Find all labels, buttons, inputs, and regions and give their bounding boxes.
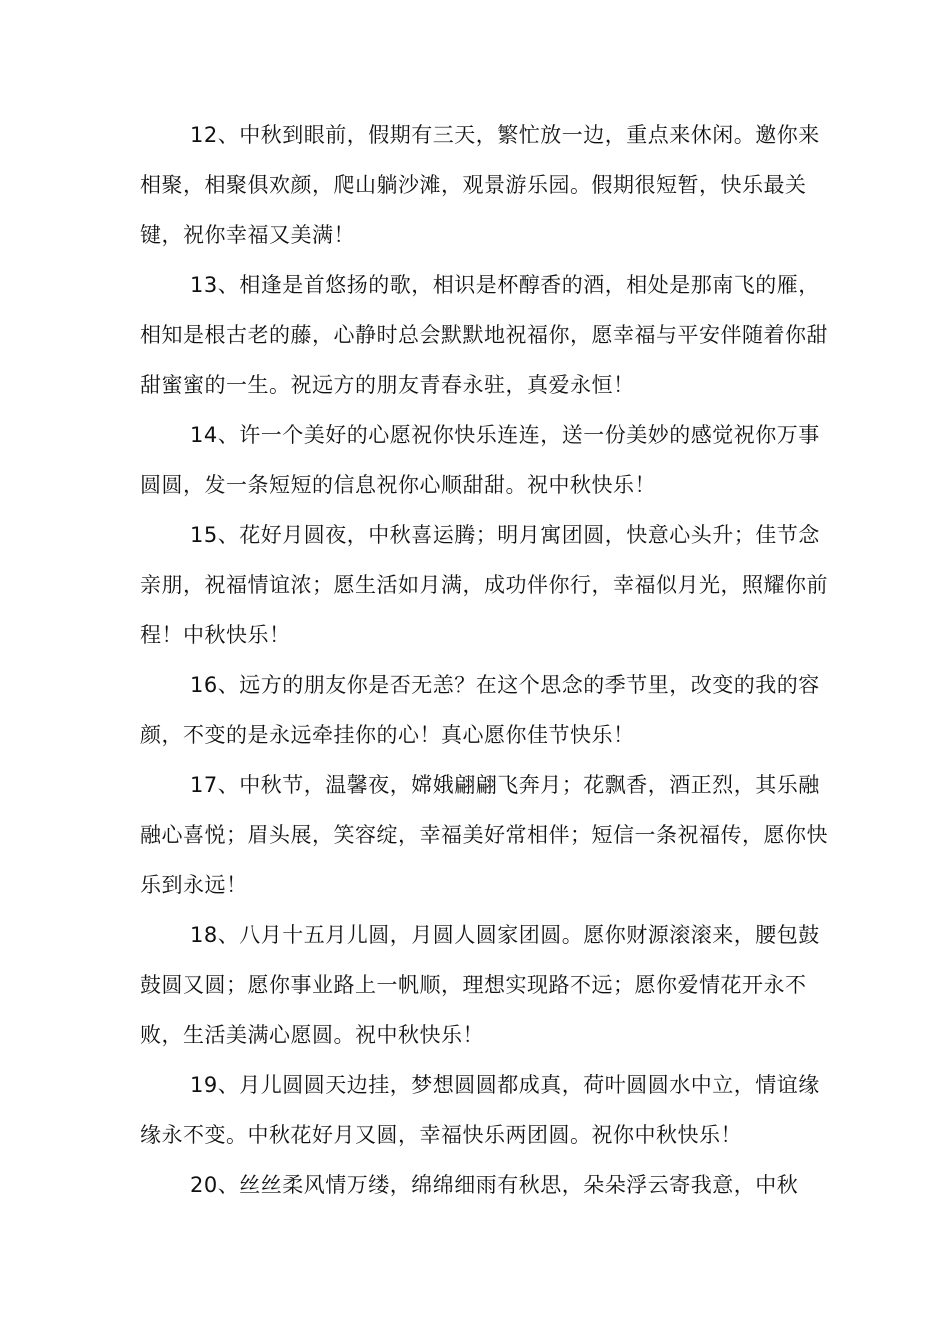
paragraph-13: 13、相逢是首悠扬的歌，相识是杯醇香的酒，相处是那南飞的雁，相知是根古老的藤，心静时总会默默地祝福你，愿幸福与平安伴随着你甜甜蜜蜜的一生。祝远方的朋友青春永驻，真爱永恒！ (140, 273, 828, 397)
paragraph-20: 20、丝丝柔风情万缕，绵绵细雨有秋思，朵朵浮云寄我意，中秋 (190, 1173, 799, 1197)
document-body (140, 110, 830, 1210)
paragraph-17: 17、中秋节，温馨夜，嫦娥翩翩飞奔月；花飘香，酒正烈，其乐融融心喜悦；眉头展，笑容绽，幸福美好常相伴；短信一条祝福传，愿你快乐到永远！ (140, 773, 828, 897)
paragraph-14: 14、许一个美好的心愿祝你快乐连连，送一份美妙的感觉祝你万事圆圆，发一条短短的信息祝你心顺甜甜。祝中秋快乐！ (140, 423, 820, 497)
paragraph-12: 12、中秋到眼前，假期有三天，繁忙放一边，重点来休闲。邀你来相聚，相聚俱欢颜，爬山躺沙滩，观景游乐园。假期很短暂，快乐最关键，祝你幸福又美满！ (140, 123, 820, 247)
paragraph-19: 19、月儿圆圆天边挂，梦想圆圆都成真，荷叶圆圆水中立，情谊缘缘永不变。中秋花好月又圆，幸福快乐两团圆。祝你中秋快乐！ (140, 1073, 820, 1147)
paragraph-15: 15、花好月圆夜，中秋喜运腾；明月寓团圆，快意心头升；佳节念亲朋，祝福情谊浓；愿生活如月满，成功伴你行，幸福似月光，照耀你前程！中秋快乐！ (140, 523, 828, 647)
paragraph-18: 18、八月十五月儿圆，月圆人圆家团圆。愿你财源滚滚来，腰包鼓鼓圆又圆；愿你事业路上一帆顺，理想实现路不远；愿你爱情花开永不败，生活美满心愿圆。祝中秋快乐！ (140, 923, 820, 1047)
paragraph-16: 16、远方的朋友你是否无恙？在这个思念的季节里，改变的我的容颜，不变的是永远牵挂你的心！真心愿你佳节快乐！ (140, 673, 820, 747)
